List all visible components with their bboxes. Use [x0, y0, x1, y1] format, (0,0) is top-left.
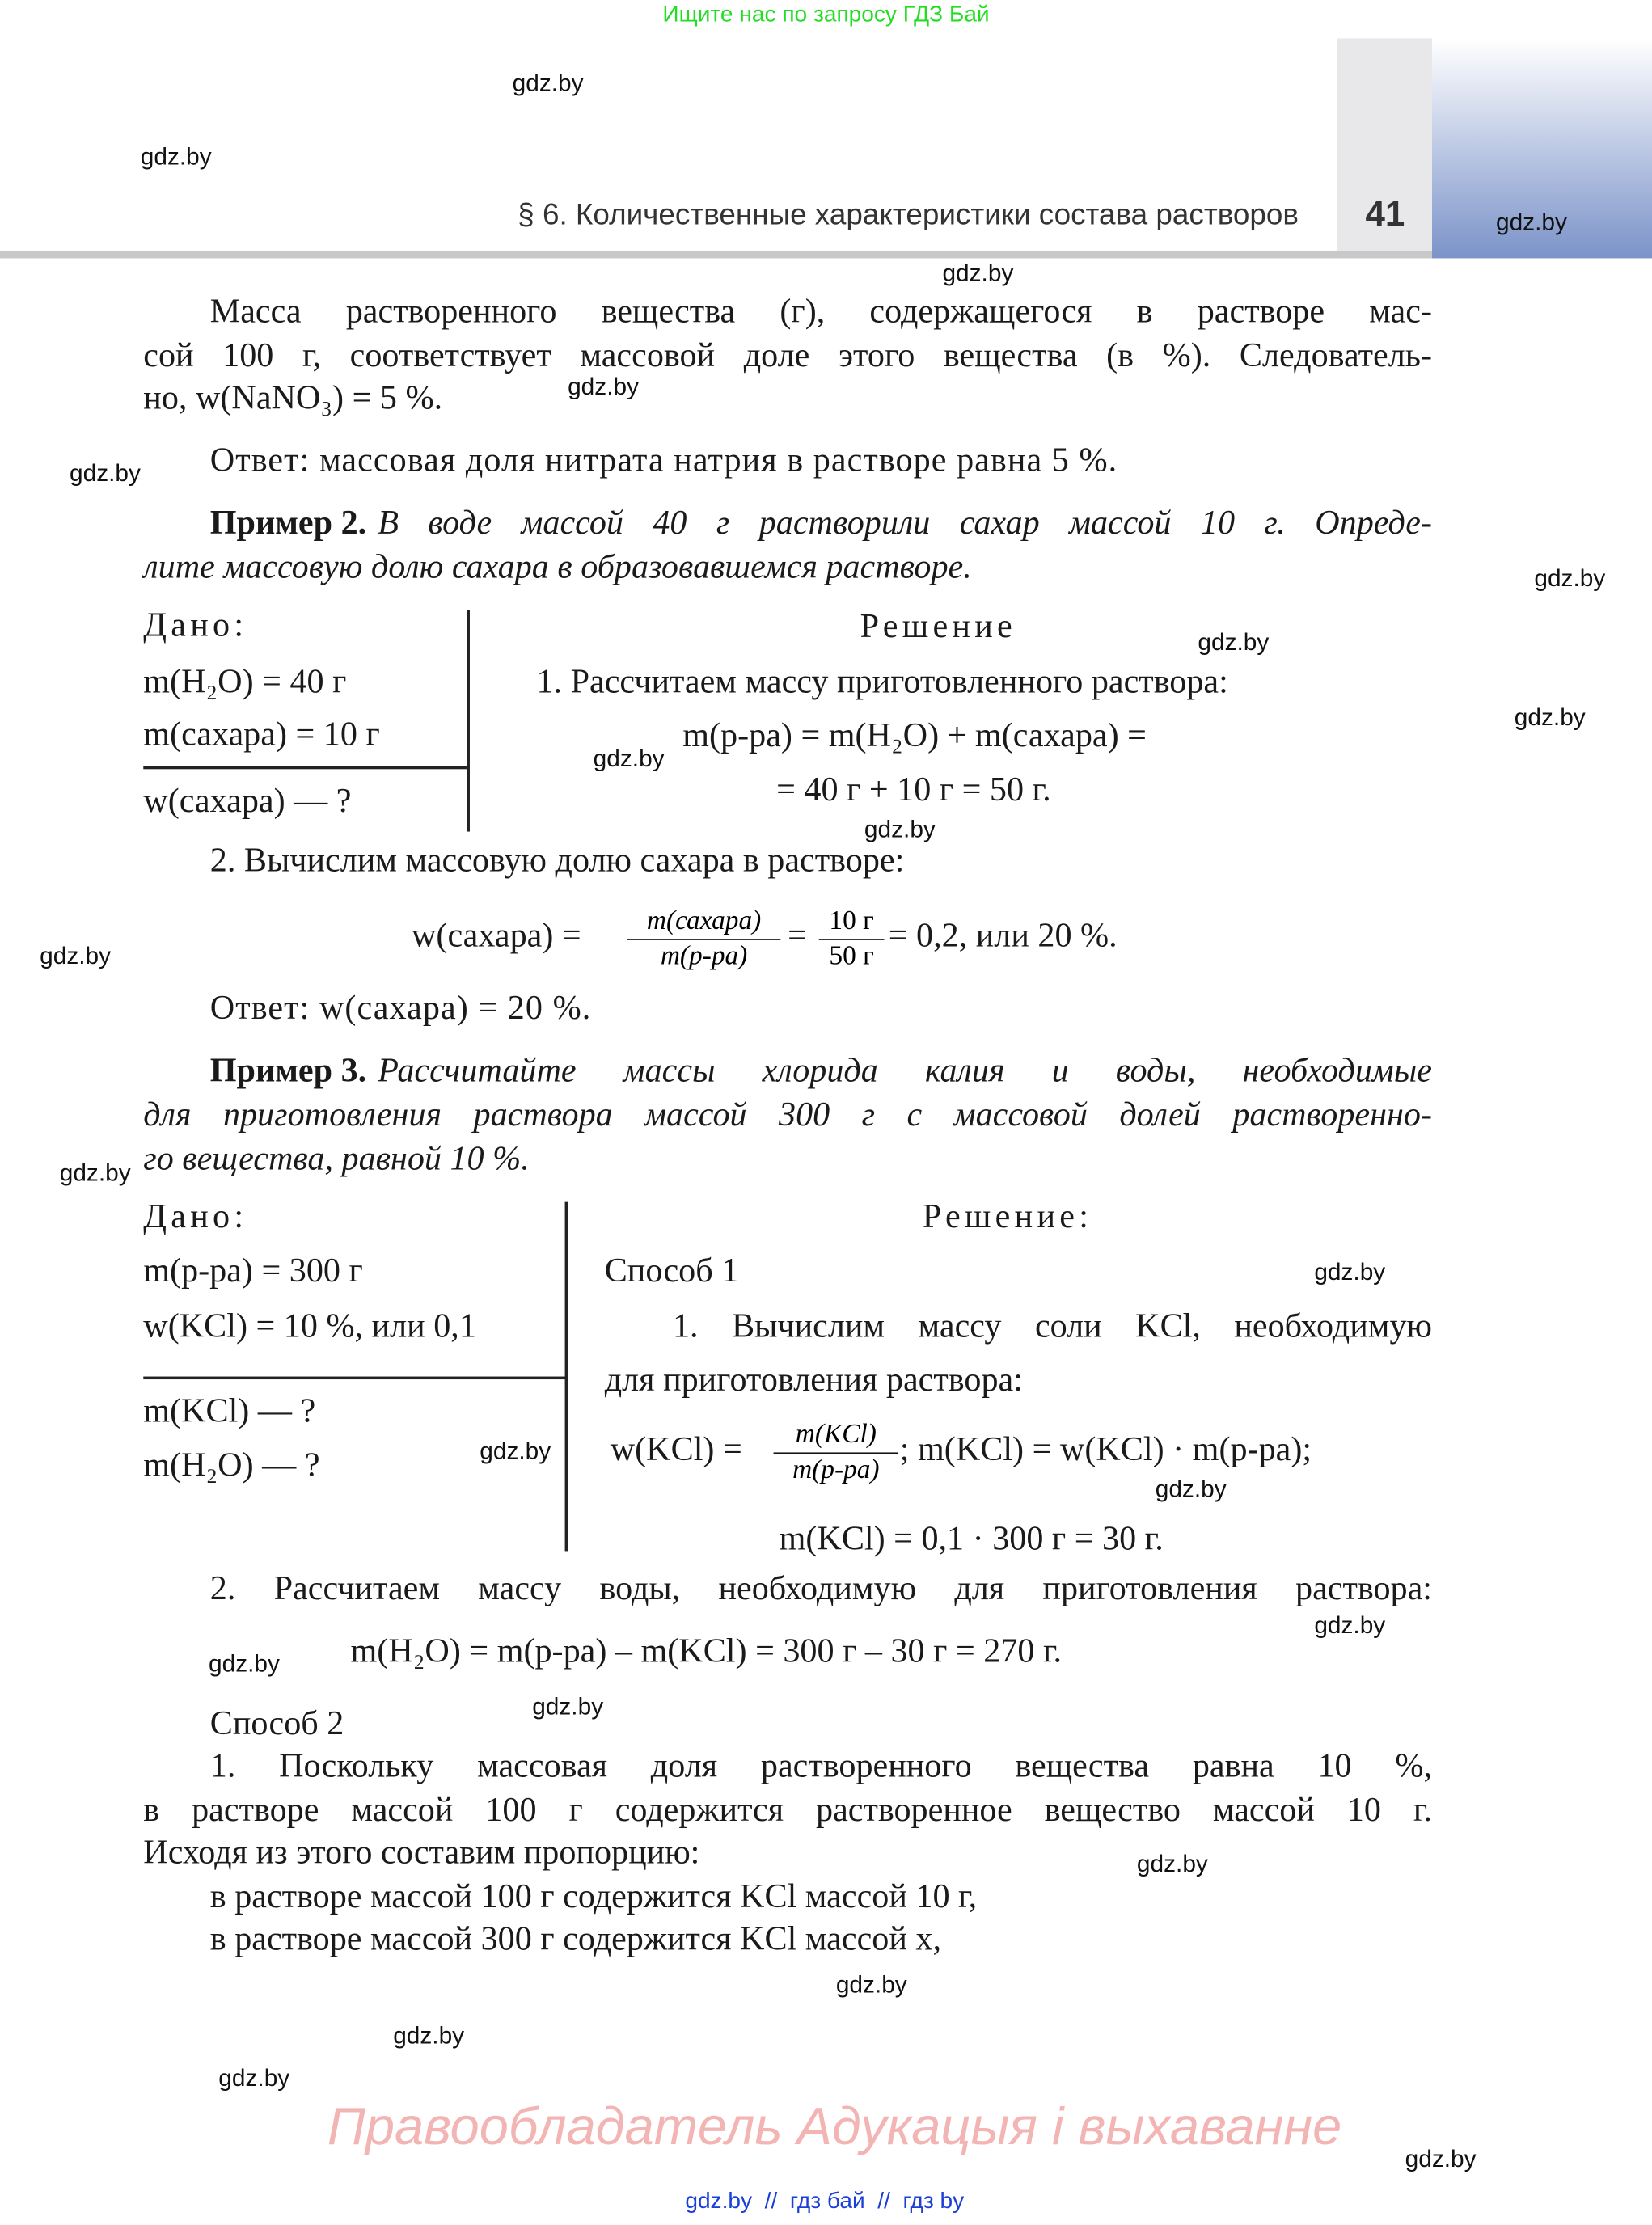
- watermark: gdz.by: [1314, 1258, 1386, 1286]
- formula-lhs: w(сахара) =: [412, 918, 581, 956]
- watermark: gdz.by: [393, 2022, 465, 2050]
- chapter-title: § 6. Количественные характеристики состава растворов: [518, 198, 1299, 232]
- formula-lhs: w(KCl) =: [610, 1431, 742, 1469]
- answer-1: Ответ: массовая доля нитрата натрия в растворе равна 5 %.: [209, 442, 1118, 480]
- watermark: gdz.by: [1136, 1850, 1208, 1878]
- example-text: лите массовую долю сахара в образовавшемся растворе.: [143, 549, 972, 586]
- given-item: m(р-ра) = 300 г: [143, 1252, 363, 1290]
- example-label: Пример 3.: [209, 1053, 367, 1090]
- solution-step: 1. Рассчитаем массу приготовленного раствора:: [536, 664, 1228, 702]
- equation: m(KCl) = 0,1 · 300 г = 30 г.: [779, 1521, 1164, 1559]
- text-line: Масса растворенного вещества (г), содержащегося в растворе мас-: [209, 293, 1432, 331]
- watermark: gdz.by: [942, 260, 1014, 287]
- numerator: 10 г: [819, 906, 885, 940]
- solution-step: 2. Рассчитаем массу воды, необходимую для приготовления раствора:: [209, 1571, 1432, 1608]
- given-item: w(KCl) = 10 %, или 0,1: [143, 1308, 476, 1345]
- text-line: в растворе массой 300 г содержится KCl массой x,: [209, 1921, 941, 1959]
- watermark: gdz.by: [1314, 1611, 1386, 1640]
- top-banner[interactable]: Ищите нас по запросу ГДЗ Бай: [662, 2, 990, 27]
- example-text: В воде массой 40 г растворили сахар массой 10 г. Опреде-: [378, 505, 1432, 543]
- watermark: gdz.by: [1534, 564, 1606, 592]
- watermark: gdz.by: [568, 373, 640, 400]
- divider: [143, 1377, 566, 1379]
- example-label: Пример 2.: [209, 505, 367, 543]
- watermark: gdz.by: [835, 1970, 907, 1999]
- watermark: gdz.by: [70, 459, 141, 488]
- watermark: gdz.by: [532, 1692, 604, 1720]
- divider: [467, 610, 469, 832]
- text-line: но, w(NaNO₃) = 5 %.: [143, 380, 443, 418]
- fraction: [627, 906, 781, 973]
- method-title: Способ 1: [604, 1252, 739, 1290]
- divider: [143, 766, 468, 769]
- watermark: gdz.by: [1155, 1476, 1227, 1503]
- example-2-line: [210, 504, 1432, 543]
- watermark: gdz.by: [218, 2064, 290, 2092]
- watermark: gdz.by: [59, 1159, 131, 1187]
- watermark: gdz.by: [864, 816, 936, 843]
- text-line: в растворе массой 100 г содержится KCl массой 10 г,: [209, 1878, 978, 1916]
- find-item: m(KCl) — ?: [143, 1393, 316, 1431]
- watermark: gdz.by: [512, 70, 584, 97]
- given-item: m(H₂O) = 40 г: [143, 664, 347, 702]
- watermark: gdz.by: [1495, 209, 1567, 236]
- text-line: сой 100 г, соответствует массовой доле этого вещества (в %). Следователь-: [143, 337, 1432, 375]
- text-line: в растворе массой 100 г содержится растворенное вещество массой 10 г.: [143, 1792, 1432, 1830]
- formula-rhs: ; m(KCl) = w(KCl) · m(р-ра);: [899, 1431, 1312, 1469]
- fraction: [819, 906, 885, 973]
- watermark: gdz.by: [140, 143, 212, 171]
- example-text: Рассчитайте массы хлорида калия и воды, необходимые: [378, 1053, 1432, 1090]
- example-text: для приготовления раствора массой 300 г с массовой долей растворенно-: [143, 1096, 1432, 1134]
- divider: [565, 1202, 568, 1552]
- find-item: w(сахара) — ?: [143, 783, 352, 821]
- watermark: gdz.by: [1514, 703, 1586, 731]
- solution-step: для приготовления раствора:: [604, 1362, 1023, 1400]
- watermark: gdz.by: [593, 745, 665, 772]
- denominator: m(р-ра): [660, 941, 748, 972]
- given-item: m(сахара) = 10 г: [143, 716, 380, 754]
- copyright-watermark: Правообладатель Адукацыя і выхаванне: [327, 2097, 1342, 2156]
- text-line: 1. Поскольку массовая доля растворенного вещества равна 10 %,: [209, 1748, 1432, 1786]
- header-rule: [0, 251, 1432, 259]
- solution-step: 2. Вычислим массовую долю сахара в растворе:: [209, 842, 905, 880]
- denominator: 50 г: [829, 941, 874, 972]
- fraction: [774, 1420, 898, 1486]
- method-title: Способ 2: [209, 1705, 344, 1743]
- solution-title: Решение:: [922, 1199, 1093, 1236]
- example-3-line: [210, 1052, 1432, 1091]
- equation: = 40 г + 10 г = 50 г.: [776, 771, 1051, 809]
- equals: =: [788, 918, 807, 956]
- find-item: m(H₂O) — ?: [143, 1447, 320, 1484]
- equation: m(р-ра) = m(H₂O) + m(сахара) =: [682, 718, 1147, 755]
- watermark: gdz.by: [1405, 2145, 1477, 2173]
- watermark: gdz.by: [480, 1438, 551, 1465]
- solution-title: Решение: [860, 608, 1016, 646]
- footer-links[interactable]: gdz.by // гдз бай // гдз by: [685, 2189, 965, 2214]
- numerator: m(сахара): [627, 906, 781, 940]
- solution-step: 1. Вычислим массу соли KCl, необходимую: [672, 1308, 1432, 1345]
- page-number: 41: [1365, 194, 1405, 234]
- watermark: gdz.by: [1198, 628, 1270, 656]
- denominator: m(р-ра): [792, 1454, 880, 1485]
- given-title: Дано:: [143, 607, 248, 644]
- numerator: m(KCl): [774, 1420, 898, 1454]
- equation: m(H₂O) = m(р-ра) – m(KCl) = 300 г – 30 г = 270 г.: [350, 1633, 1063, 1670]
- given-title: Дано:: [143, 1199, 248, 1236]
- watermark: gdz.by: [209, 1650, 280, 1678]
- answer-2: Ответ: w(сахара) = 20 %.: [209, 990, 592, 1028]
- watermark: gdz.by: [40, 942, 112, 969]
- text-line: Исходя из этого составим пропорцию:: [143, 1834, 700, 1872]
- formula-rhs: = 0,2, или 20 %.: [888, 918, 1118, 956]
- example-text: го вещества, равной 10 %.: [143, 1141, 530, 1178]
